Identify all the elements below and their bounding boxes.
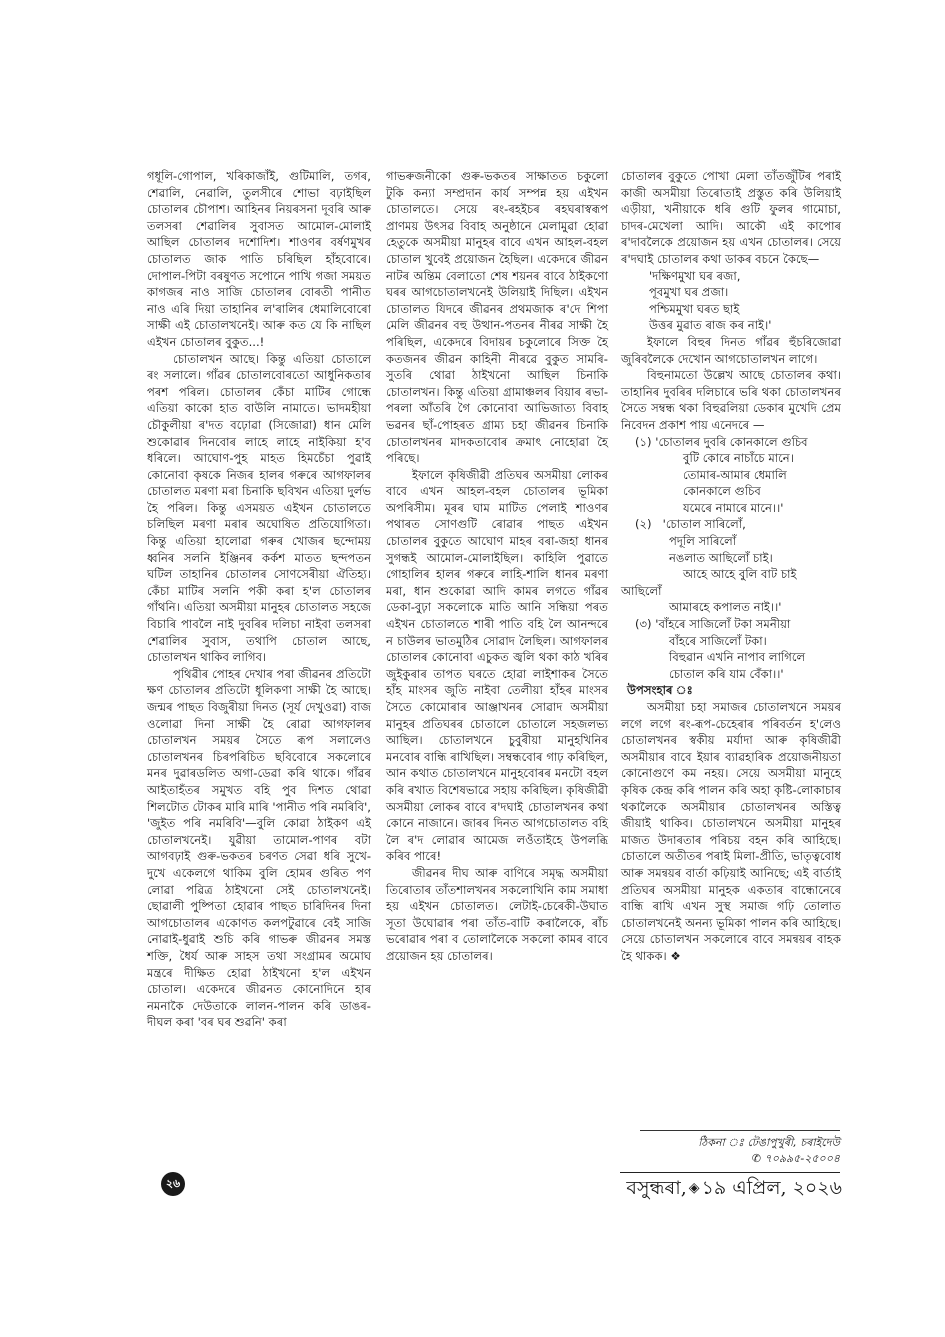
page-number: ২৬ [161,1172,185,1196]
paragraph: গধূলি-গোপাল, খৰিকাজাঁই, গুটিমালি, তগৰ, শেৱালি, নেৱালি, তুলসীৰে শোভা বঢ়াইছিল চোতালৰ চৌপাশ। আহিনৰ নিয়ৰসনা দূবৰি আৰু তলসৰা শেৱালিৰ সুবাসত আমোল-মোলাই আছিল চোতালৰ দশোদিশ। শাওণৰ বৰ্ষণমুখৰ চোতালত জাক পাতি চৰিছিল হাঁহবোৰে। দোপাল-পিটা বৰষুণত সপোনে পাখি গজা সময়ত কাগজৰ নাও সাজি চোতালৰ বোৰতী পানীত নাও এৰি দিয়া তাহানিৰ ল'ৰালিৰ ধেমালিবোৰো সাক্ষী এই চোতালখনেই। আৰু কত যে কি নাছিল এইখন চোতালৰ বুকুত...! [147,169,371,349]
article-column-3 [621,168,841,965]
paragraph: অসমীয়া চহা সমাজৰ চোতালখনে সময়ৰ লগে লগে ৰং-ৰূপ-চেহেৰাৰ পৰিবৰ্তন হ'লেও চোতালখনৰ স্বকীয় মৰ্যাদা আৰু কৃষিজীৱী অসমীয়াৰ বাবে ইয়াৰ ব্যাৱহাৰিক প্ৰয়োজনীয়তা কোনোগুণে কম নহয়। সেয়ে অসমীয়া মানুহে কৃষিক কেন্দ্ৰ কৰি পালন কৰি অহা কৃষ্টি-লোকাচাৰ থকালৈকে অসমীয়াৰ চোতালখনৰ অস্তিত্ব জীয়াই থাকিব। চোতালখনে অসমীয়া মানুহৰ মাজত উদাৰতাৰ পৰিচয় বহন কৰি আহিছে। চোতালে অতীতৰ পৰাই মিলা-প্ৰীতি, ভাতৃত্ববোধ আৰু সমন্বয়ৰ বাৰ্তা কঢ়িয়াই আনিছে; এই বাৰ্তাই প্ৰতিঘৰ অসমীয়া মানুহক একতাৰ বান্ধোনেৰে বান্ধি ৰাখি এখন সুস্থ সমাজ গঢ়ি তোলাত চোতালখনেই অনন্য ভূমিকা পালন কৰি আহিছে। সেয়ে চোতালখন সকলোৰে বাবে সমন্বয়ৰ বাহক হৈ থাকক। ❖ [621,700,841,963]
verse-line: আমাৰহে কপালত নাই।।' [669,600,782,615]
bihu-song-3 [621,616,841,682]
publication-name: বসুন্ধৰা, [626,1177,687,1199]
author-signature [640,1130,840,1167]
footer-divider [620,1172,840,1173]
verse-line: পশ্চিমমুখা ঘৰত ছাই [649,301,740,316]
verse-line: 'চোতালৰ দুবৰি কোনকালে গুচিব [655,434,808,449]
verse-line: যমেৰে নামাৰে মানে।।' [683,500,784,515]
bihu-song-2 [621,516,841,616]
article-column-2 [386,168,608,965]
author-phone: ✆ ৭০৯৯৫-২৫০০৪ [751,1152,840,1165]
issue-date: ১৯ এপ্ৰিল, ২০২৬ [701,1177,842,1199]
verse-line: তোমাৰ-আমাৰ ধেমালি [683,467,787,482]
ornament-icon: ◈ [688,1180,700,1196]
verse-line: 'দক্ষিণমুখা ঘৰ ৰজা, [649,268,741,283]
verse-line: বাঁহৰে সাজিলোঁ টকা। [669,633,767,648]
verse-line: 'বাঁহৰে সাজিলোঁ টকা সমনীয়া [655,617,791,632]
proverb-verse [621,268,841,334]
song-number: (৩) [635,617,652,632]
verse-line: আহে আহে বুলি বাট চাই [683,567,797,582]
verse-line: পদূলি সাৰিলোঁ [669,534,737,549]
verse-line: 'চোতাল সাৰিলোঁ, [662,517,746,532]
song-number: (২) [635,517,652,532]
paragraph: পৃথিৱীৰ পোহৰ দেখাৰ পৰা জীৱনৰ প্ৰতিটো ক্ষণ চোতালৰ প্ৰতিটো ধূলিকণা সাক্ষী হৈ আছে। জন্মৰ পাছত বিজুৰীয়া দিনত (সূৰ্য দেখুওৱা) বাজ ওলোৱা দিনা সাক্ষী হৈ ৰোৱা আগফালৰ চোতালখন সময়ৰ সৈতে ৰূপ সলালেও চোতালখনৰ চিৰপৰিচিত ছবিবোৰে সকলোৰে মনৰ দুৱাৰডলিত অগা-ডেৱা কৰি থাকে। গাঁৱৰ আইতাহঁতৰ সমুখত বহি পুব দিশত থোৱা শিলটোত টোকৰ মাৰি মাৰি 'পানীত পৰি নমৰিবি', 'জুইত পৰি নমৰিবি'—বুলি কোৱা ঠাইকণ এই চোতালখনেই। যুৱীয়া তামোল-পাণৰ বটা আগবঢ়াই গুৰু-ভকতৰ চৰণত সেৱা ধৰি সুখে-দুখে একেলগে থাকিম বুলি হোমৰ গুৰিত পণ লোৱা পৱিত্ৰ ঠাইখনো সেই চোতালখনেই। ছোৱালী পুষ্পিতা হোৱাৰ পাছত চাৰিদিনৰ দিনা আগচোতালৰ একোণত কলপটুৱাৰে বেই সাজি নোৱাই-ধুৱাই শুচি কৰি গাভৰু জীৱনৰ সমস্ত শক্তি, ধৈৰ্য আৰু সাহস তথা সংগ্ৰামৰ অমোঘ মন্ত্ৰৰে দীক্ষিত হোৱা ঠাইখনো হ'ল এইখন চোতাল। একেদৰে জীৱনত কোনোদিনে হাৰ নমনাকৈ দেউতাকে লালন-পালন কৰি ডাঙৰ-দীঘল কৰা 'বৰ ঘৰ শুৱনি' কৰা [147,666,371,1030]
section-heading: উপসংহাৰ ঃ [627,683,693,698]
paragraph: চোতালখন আছে। কিন্তু এতিয়া চোতালে ৰং সলালে। গাঁৱৰ চোতালবোৰতো আধুনিকতাৰ পৰশ পৰিল। চোতালৰ কেঁচা মাটিৰ গোন্ধে এতিয়া কাকো হাত বাউলি নামাতে। ভাদমহীয়া চৌকুলীয়া ৰ'দত বঢ়োৱা (সিজোৱা) ধান মেলি শুকোৱাৰ দিনবোৰ লাহে লাহে নাইকিয়া হ'ব ধৰিলে। আঘোণ-পুহ মাহত হিমচেঁচা পুৱাই কোনোবা কৃষকে নিজৰ হালৰ গৰুৰে আগফালৰ চোতালত মৰণা মৰা চিনাকি ছবিখন এতিয়া দুৰ্লভ হৈ পৰিল। কিন্তু এসময়ত এইখন চোতালতে চলিছিল মৰণা মৰাৰ অঘোষিত প্ৰতিযোগিতা। কিন্তু এতিয়া হালোৱা গৰুৰ খোজৰ ছন্দোময় ধ্বনিৰ সলনি ইঞ্জিনৰ কৰ্কশ মাতত ছন্দপতন ঘটিল তাহানিৰ চোতালৰ সোণসেৰীয়া ঐতিহ্য। কেঁচা মাটিৰ সলনি পকী কৰা হ'ল চোতালৰ গাঁথনি। এতিয়া অসমীয়া মানুহৰ চোতালত সহজে বিচাৰি পাবলৈ নাই দুবৰিৰ দলিচা নাইবা তলসৰা শেৱালিৰ সুবাস, তথাপি চোতাল আছে, চোতালখন থাকিব লাগিব। [147,351,371,665]
verse-line: নঙলাত আছিলোঁ চাই। [669,550,773,565]
paragraph: জীৱনৰ দীঘ আৰু বাণিৰে সমৃদ্ধ অসমীয়া তিৰোতাৰ তাঁতশালখনৰ সকলোখিনি কাম সমাধা হয় এইখন চোতালত। লেটাই-চেৰেকী-উঘাত সূতা উঘোৱাৰ পৰা তাঁত-বাটি কৰালৈকে, ৰাঁচ ভৰোৱাৰ পৰা ব তোলালৈকে সকলো কামৰ বাবে প্ৰয়োজন হয় চোতালৰ। [386,865,608,963]
paragraph: বিহুনামতো উল্লেখ আছে চোতালৰ কথা। তাহানিৰ দুবৰিৰ দলিচাৰে ভৰি থকা চোতালখনৰ সৈতে সম্বন্ধ থকা বিহুৱলিয়া ডেকাৰ মুখেদি প্ৰেম নিবেদন প্ৰকাশ পায় এনেদৰে — [621,368,841,432]
paragraph: ইফালে কৃষিজীৱী প্ৰতিঘৰ অসমীয়া লোকৰ বাবে এখন আহল-বহল চোতালৰ ভূমিকা অপৰিসীম। মূৰৰ ঘাম মাটিত পেলাই শাওণৰ পথাৰত সোণগুটি ৰোৱাৰ পাছত এইখন চোতালৰ বুকুতে আঘোণ মাহৰ বৰা-জহা ধানৰ সুগন্ধই আমোল-মোলাইছিল। কাহিলি পুৱাতে গোহালিৰ হালৰ গৰুৰে লাহি-শালি ধানৰ মৰণা মৰা, ধান শুকোৱা আদি কামৰ লগতে গাঁৱৰ ডেকা-বুঢ়া সকলোকে মাতি আনি সন্ধিয়া পৰত এইখন চোতালতে শাৰী পাতি বহি লৈ আনন্দৰে ন চাউলৰ ভাতমুঠিৰ সোৱাদ লৈছিল। আগফালৰ চোতালৰ কোনোবা এচুকত জ্বলি থকা কাঠ খৰিৰ জুইকুৰাৰ তাপত ঘৰতে হোৱা লাইশাকৰ সৈতে হাঁহ মাংসৰ জুতি নাইবা তেলীয়া হাঁহৰ মাংসৰ সৈতে কোমোৰাৰ আঞ্জাখনৰ সোৱাদ অসমীয়া মানুহৰ প্ৰতিঘৰৰ চোতালে চোতালে সহজলভ্য আছিল। চোতালখনে চুবুৰীয়া মানুহখিনিৰ মনবোৰ বান্ধি ৰাখিছিল। সম্বন্ধবোৰ গাঢ় কৰিছিল, আন কথাত চোতালখনে মানুহবোৰৰ মনটো বহল কৰি ৰখাত বিশেষভাৱে সহায় কৰিছিল। কৃষিজীৱী অসমীয়া লোকৰ বাবে ৰ'দঘাই চোতালখনৰ কথা কোনে নাজানে। জাৰৰ দিনত আগচোতালত বহি লৈ ৰ'দ লোৱাৰ আমেজ লওঁতাইহে উপলব্ধি কৰিব পাৰে! [386,467,608,864]
verse-line: উত্তৰ মুৱাত ৰাজ কৰ নাই।' [649,318,772,333]
verse-line: চোতাল কৰি যাম বেঁকা।।' [669,666,784,681]
article-column-1 [147,168,371,1031]
paragraph: চোতালৰ বুকুতে পোখা মেলা তাঁতজুঁটিৰ পৰাই কাজী অসমীয়া তিৰোতাই প্ৰস্তুত কৰি উলিয়াই এড়ীয়া, খনীয়াকে ধৰি গুটি ফুলৰ গামোচা, চাদৰ-মেখেলা আদি। আকৌ এই কাপোৰ ৰ'দাবলৈকে প্ৰয়োজন হয় এখন চোতালৰ। সেয়ে ৰ'দঘাই চোতালৰ কথা ডাকৰ বচনে কৈছে— [621,169,841,266]
verse-line: আছিলোঁ [621,583,662,598]
footer-masthead [610,1176,842,1200]
paragraph: ইফালে বিহুৰ দিনত গাঁৱৰ হুঁচৰিজোৱা জুৰিবলৈকে দেখোন আগচোতালখন লাগে। [621,334,841,366]
verse-line: বুটি কোৰে নাচাঁচে মানে। [683,451,794,466]
song-number: (১) [635,434,652,449]
bihu-song-1 [621,434,841,517]
paragraph: গাভৰুজনীকো গুৰু-ভকতৰ সাক্ষাতত চকুলো টুকি কন্যা সম্প্ৰদান কাৰ্য সম্পন্ন হয় এইখন চোতালতে। সেয়ে ৰং-ৰহইচৰ ৰহঘৰাস্বৰূপ প্ৰাণময় উৎসৱ বিবাহ অনুষ্ঠানে মেলামুৱা হোৱা হেতুকে অসমীয়া মানুহৰ বাবে এখন আহল-বহল চোতাল খুবেই প্ৰয়োজন হৈছিল। একেদৰে জীৱন নাটৰ অন্তিম বেলাতো শেষ শয়নৰ বাবে ঠাইকণো ঘৰৰ আগচোতালখনেই উলিয়াই দিছিল। এইখন চোতালত যিদৰে জীৱনৰ প্ৰথমজাক ৰ'দে শিপা মেলি জীৱনৰ বহু উত্থান-পতনৰ নীৰৱ সাক্ষী হৈ পৰিছিল, একেদৰে বিদায়ৰ চকুলোৰে সিক্ত হৈ কতজনৰ জীৱন কাহিনী নীৰৱে বুকুত সামৰি-সুতৰি থোৱা ঠাইখনো আছিল চিনাকি চোতালখন। কিন্তু এতিয়া গ্ৰামাঞ্চলৰ বিয়াৰ ৰভা-পৰলা আঁতৰি গৈ কোনোবা আভিজাত্য বিবাহ ভৱনৰ ছাঁ-পোহৰত গ্ৰাম্য চহা জীৱনৰ চিনাকি চোতালখনৰ মাদকতাবোৰ ক্ৰমাৎ নোহোৱা হৈ পৰিছে। [386,169,608,466]
verse-line: কোনকালে গুচিব [683,484,761,499]
verse-line: পূবমুখা ঘৰ প্ৰজা। [649,285,729,300]
verse-line: বিহুৱান এখনি নাপাব লাগিলে [669,650,806,665]
author-address: ঠিকনা ঃ টেঙাপুখুৰী, চৰাইদেউ [698,1136,840,1149]
